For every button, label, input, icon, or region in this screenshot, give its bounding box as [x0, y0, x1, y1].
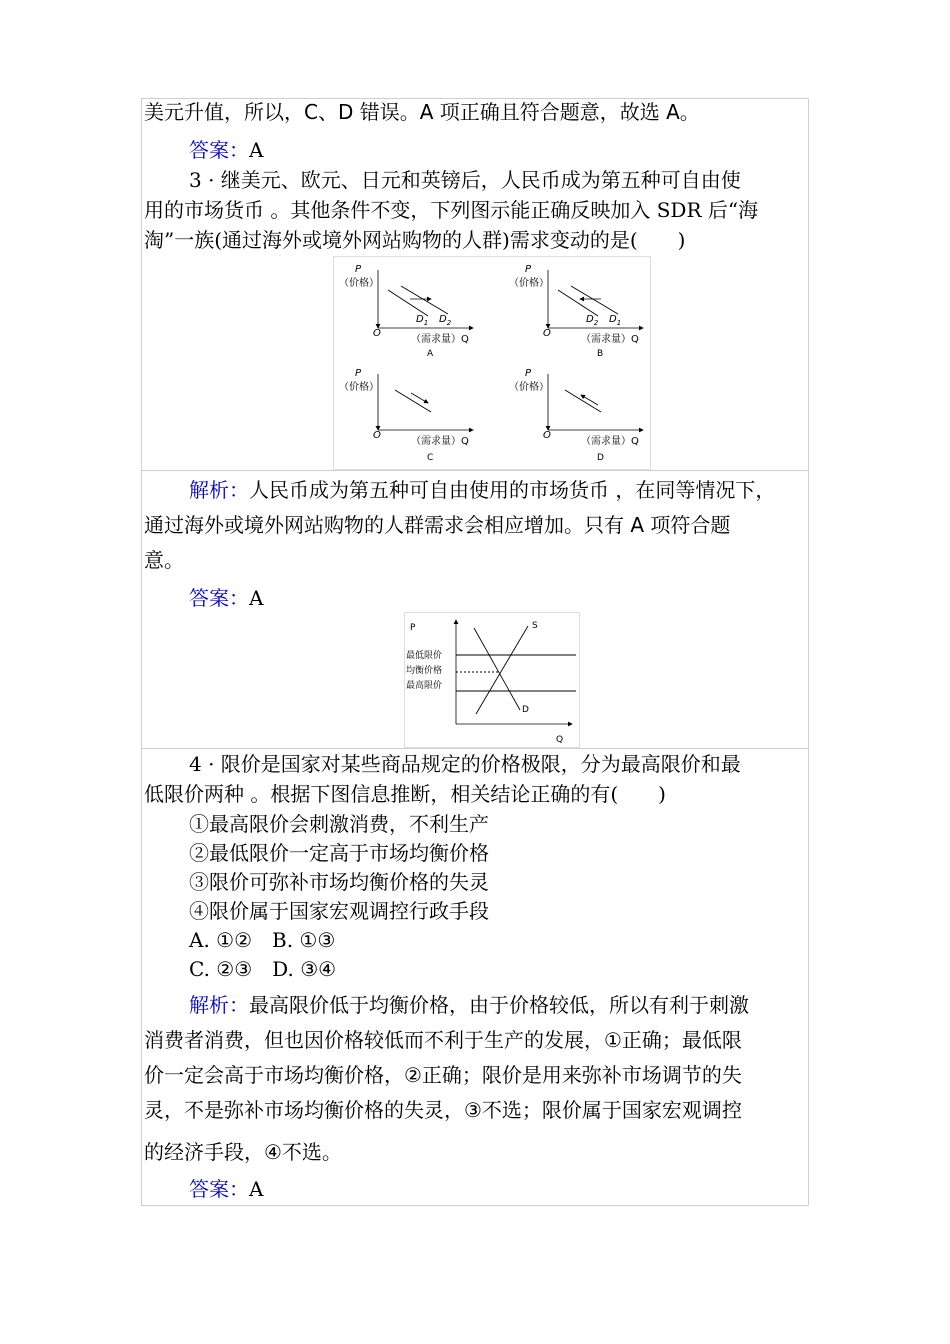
- quantity-label: （需求量）Q: [581, 436, 639, 447]
- q4-stem-line: 低限价两种 。根据下图信息推断，相关结论正确的有( ): [144, 782, 666, 806]
- min-price-label: 最低限价: [406, 651, 443, 661]
- p-label: P: [410, 623, 416, 633]
- q4-option: ④限价属于国家宏观调控行政手段: [189, 899, 489, 923]
- price-label: （价格）: [339, 382, 379, 393]
- panel-letter: B: [597, 349, 604, 359]
- q3-analysis-line: 意。: [144, 548, 184, 572]
- q4-analysis-line: 灵，不是弥补市场均衡价格的失灵，③不选；限价属于国家宏观调控: [144, 1098, 742, 1122]
- q4-option: ③限价可弥补市场均衡价格的失灵: [189, 870, 489, 894]
- price-label: （价格）: [509, 278, 549, 289]
- curve-label: $D_1$: [416, 314, 429, 327]
- answer-label: 答案：: [189, 1177, 249, 1201]
- divider: [141, 470, 809, 471]
- q3-stem-line: 用的市场货币 。其他条件不变，下列图示能正确反映加入 SDR 后“海: [144, 198, 759, 222]
- demand-curve-d1: [388, 290, 428, 316]
- q3-analysis-line: 通过海外或境外网站购物的人群需求会相应增加。只有 A 项符合题: [144, 513, 731, 537]
- q4-analysis-line: 消费者消费，但也因价格较低而不利于生产的发展，①正确；最低限: [144, 1028, 742, 1052]
- q3-analysis-line: 解析：人民币成为第五种可自由使用的市场货币 ，在同等情况下，: [189, 478, 776, 502]
- demand-label: D: [522, 705, 529, 715]
- origin-label: O: [543, 430, 551, 441]
- q3-stem-line: 淘”一族(通过海外或境外网站购物的人群)需求变动的是( ): [144, 228, 686, 252]
- curve-label: $D_2$: [439, 314, 452, 327]
- panel-letter: A: [427, 349, 434, 359]
- q2-answer: [189, 138, 263, 162]
- demand-curve-d1: [571, 286, 618, 314]
- price-control-figure: [404, 612, 580, 748]
- p-label: P: [355, 264, 362, 275]
- quantity-label: （需求量）Q: [411, 334, 469, 345]
- supply-curve: [476, 626, 528, 714]
- price-label: （价格）: [509, 382, 549, 393]
- answer-label: 答案：: [189, 138, 249, 162]
- q3-demand-figure: [333, 256, 651, 470]
- price-label: （价格）: [339, 278, 379, 289]
- panel-a: [339, 264, 473, 359]
- q4-stem-line: 4 · 限价是国家对某些商品规定的价格极限，分为最高限价和最: [189, 752, 741, 776]
- analysis-label: 解析：: [189, 478, 249, 502]
- origin-label: O: [543, 328, 551, 339]
- q-label: Q: [556, 735, 564, 745]
- demand-curve: [565, 390, 601, 412]
- analysis-label: 解析：: [189, 993, 249, 1017]
- movement-arrow: [581, 395, 598, 405]
- p-label: P: [525, 264, 532, 275]
- q4-analysis-line: 价一定会高于市场均衡价格，②正确；限价是用来弥补市场调节的失: [144, 1063, 742, 1087]
- q4-analysis-line: 的经济手段，④不选。: [144, 1140, 342, 1164]
- origin-label: O: [373, 328, 381, 339]
- panel-b: [509, 264, 643, 359]
- origin-label: O: [373, 430, 381, 441]
- q3-stem-line: 3 · 继美元、欧元、日元和英镑后，人民币成为第五种可自由使: [189, 168, 741, 192]
- figure-border: [405, 613, 580, 748]
- p-label: P: [525, 368, 532, 379]
- demand-curve: [474, 628, 520, 710]
- supply-label: S: [532, 621, 538, 631]
- answer-value: A: [249, 586, 264, 610]
- quantity-label: （需求量）Q: [581, 334, 639, 345]
- p-label: P: [355, 368, 362, 379]
- answer-value: A: [249, 1177, 264, 1201]
- q4-option: ①最高限价会刺激消费，不利生产: [189, 812, 489, 836]
- q3-answer: [189, 586, 263, 610]
- answer-label: 答案：: [189, 586, 249, 610]
- panel-d: [509, 368, 643, 463]
- curve-label: $D_1$: [609, 314, 622, 327]
- max-price-label: 最高限价: [406, 681, 443, 691]
- q4-analysis-line: 解析：最高限价低于均衡价格，由于价格较低，所以有利于刺激: [189, 993, 749, 1017]
- q4-answer: [189, 1177, 263, 1201]
- divider: [141, 748, 809, 749]
- q4-option: ②最低限价一定高于市场均衡价格: [189, 841, 489, 865]
- demand-curve-d2: [401, 286, 448, 314]
- q4-choices: A. ①② B. ①③: [189, 928, 336, 952]
- equilibrium-price-label: 均衡价格: [406, 666, 443, 676]
- previous-explanation-tail: 美元升值，所以，C、D 错误。A 项正确且符合题意，故选 A。: [144, 100, 700, 124]
- answer-value: A: [249, 138, 264, 162]
- panel-letter: C: [427, 453, 434, 463]
- curve-label: $D_2$: [586, 314, 599, 327]
- demand-curve-d2: [558, 290, 598, 316]
- demand-curve: [395, 390, 431, 412]
- quantity-label: （需求量）Q: [411, 436, 469, 447]
- panel-letter: D: [597, 453, 604, 463]
- panel-c: [339, 368, 473, 463]
- q4-choices: C. ②③ D. ③④: [189, 957, 337, 981]
